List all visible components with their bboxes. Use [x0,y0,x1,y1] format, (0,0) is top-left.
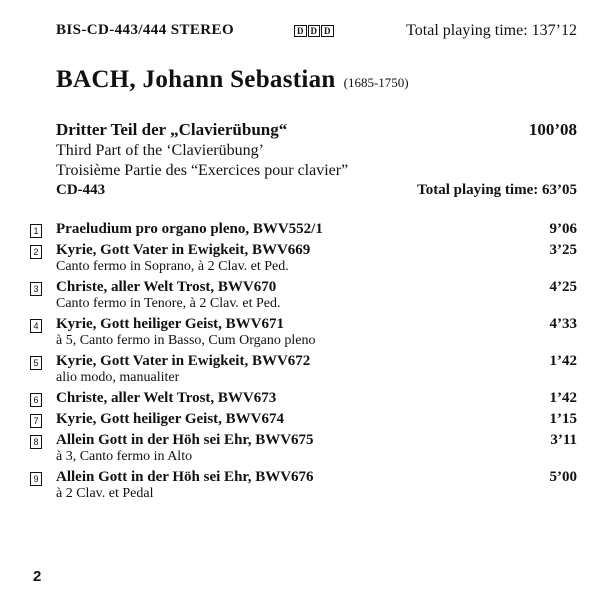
track-number: 4 [30,319,42,333]
track-item [30,279,577,312]
ddd-code-badge [294,25,334,37]
composer-dates: (1685-1750) [343,75,409,90]
track-number: 2 [30,245,42,259]
track-item [30,242,577,275]
track-duration: 3’11 [550,432,577,448]
track-item [30,390,577,407]
cd-label: CD-443 [56,182,106,198]
composer-heading [56,66,409,94]
work-block [56,120,577,199]
track-subtitle: à 5, Canto fermo in Basso, Cum Organo pleno [56,333,316,348]
track-duration: 1’42 [549,390,577,406]
track-subtitle: à 2 Clav. et Pedal [56,486,154,501]
track-title: Christe, aller Welt Trost, BWV670 [56,279,277,295]
track-title: Kyrie, Gott Vater in Ewigkeit, BWV669 [56,242,311,258]
work-title-french: Troisième Partie des “Exercices pour clavier” [56,162,349,179]
track-subtitle: à 3, Canto fermo in Alto [56,449,193,464]
track-title: Kyrie, Gott Vater in Ewigkeit, BWV672 [56,353,311,369]
track-title: Allein Gott in der Höh sei Ehr, BWV675 [56,432,314,448]
track-subtitle: alio modo, manualiter [56,370,180,385]
track-duration: 9’06 [549,221,577,237]
track-number: 9 [30,472,42,486]
work-title-row [56,120,577,140]
ddd-letter: D [308,25,321,37]
page-number: 2 [33,568,42,585]
track-title: Kyrie, Gott heiliger Geist, BWV671 [56,316,285,332]
track-duration: 5’00 [549,469,577,485]
track-number: 1 [30,224,42,238]
track-title: Christe, aller Welt Trost, BWV673 [56,390,277,406]
header [56,22,577,42]
cd-total-time: Total playing time: 63’05 [417,182,577,198]
work-title-english: Third Part of the ‘Clavierübung’ [56,142,264,159]
track-duration: 4’33 [549,316,577,332]
track-duration: 3’25 [549,242,577,258]
track-duration: 1’15 [549,411,577,427]
track-title: Allein Gott in der Höh sei Ehr, BWV676 [56,469,314,485]
track-number: 6 [30,393,42,407]
track-number: 5 [30,356,42,370]
track-title: Praeludium pro organo pleno, BWV552/1 [56,221,323,237]
track-title: Kyrie, Gott heiliger Geist, BWV674 [56,411,285,427]
track-item [30,221,577,238]
track-duration: 1’42 [549,353,577,369]
track-subtitle: Canto fermo in Tenore, à 2 Clav. et Ped. [56,296,281,311]
composer-name: BACH, Johann Sebastian [56,66,336,93]
track-number: 3 [30,282,42,296]
ddd-letter: D [321,25,334,37]
catalog-number: BIS-CD-443/444 STEREO [56,22,235,38]
work-title-german: Dritter Teil der „Clavierübung“ [56,120,288,139]
track-item [30,411,577,428]
track-number: 8 [30,435,42,449]
track-duration: 4’25 [549,279,577,295]
track-item [30,432,577,465]
work-duration: 100’08 [528,120,577,139]
ddd-letter: D [294,25,307,37]
track-item [30,469,577,502]
total-playing-time: Total playing time: 137’12 [406,22,577,39]
track-subtitle: Canto fermo in Soprano, à 2 Clav. et Ped. [56,259,289,274]
track-item [30,353,577,386]
track-list [30,221,577,506]
cd-row [56,182,577,199]
track-number: 7 [30,414,42,428]
track-item [30,316,577,349]
